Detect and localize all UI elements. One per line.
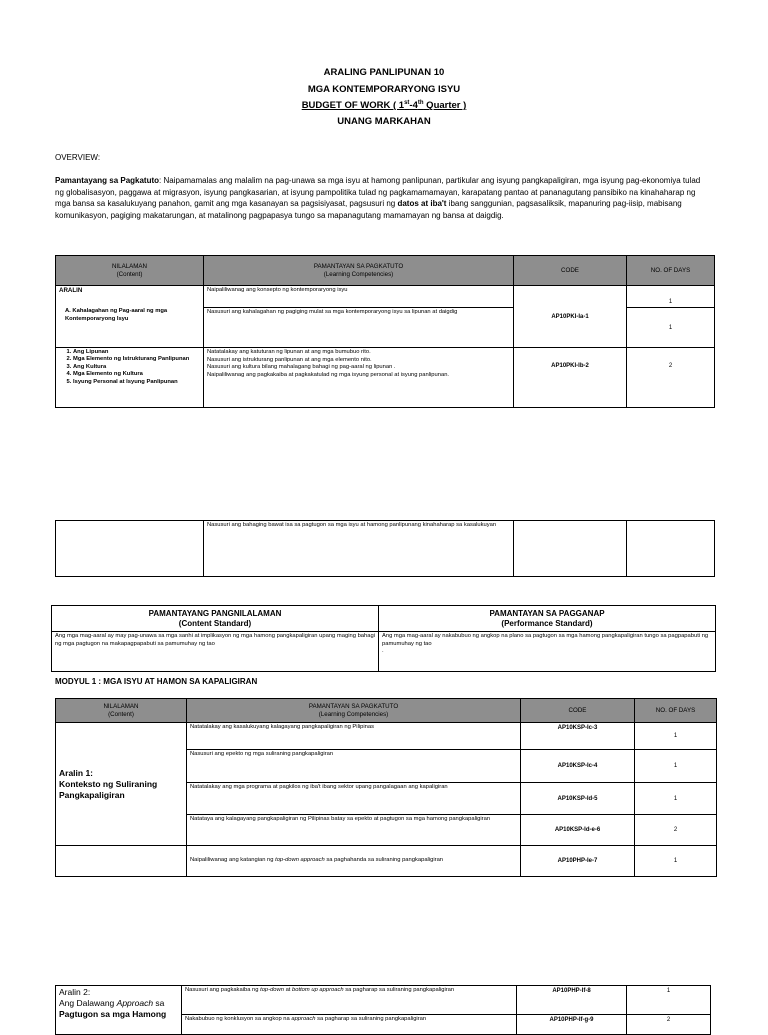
col-header-code: CODE bbox=[521, 699, 635, 723]
days-cell: 1 bbox=[635, 783, 717, 815]
days-cell: 1 bbox=[627, 986, 711, 1015]
competency-cell: Nasusuri ang kahalagahan ng pagiging mulat sa mga kontemporaryong isyu sa lipunan at daigdig bbox=[204, 308, 514, 348]
days-cell: 2 bbox=[635, 815, 717, 846]
days-cell: 1 bbox=[635, 723, 717, 750]
code-cell: AP10PKI-Ia-1 bbox=[514, 286, 627, 348]
col-header-days: NO. OF DAYS bbox=[627, 256, 715, 286]
col-header-content: NILALAMAN (Content) bbox=[56, 256, 204, 286]
content-list-cell bbox=[56, 348, 204, 408]
col-header-competencies: PAMANTAYAN SA PAGKATUTO (Learning Competencies) bbox=[204, 256, 514, 286]
content-standard-header: PAMANTAYANG PANGNILALAMAN (Content Standard) bbox=[52, 606, 379, 632]
performance-standard-text: Ang mga mag-aaral ay nakabubuo ng angkop na plano sa pagtugon sa mga hamong pangkapaligiran tungo sa pagpapabuti ng pamumuhay ng tao . bbox=[379, 632, 716, 672]
competency-cell: Nasusuri ang epekto ng mga suliraning pangkapaligiran bbox=[187, 750, 521, 783]
quarter-title: UNANG MARKAHAN bbox=[337, 116, 431, 127]
module-competencies-table bbox=[55, 698, 717, 877]
days-cell: 1 bbox=[627, 308, 715, 348]
code-cell bbox=[514, 521, 627, 577]
performance-standard-header: PAMANTAYAN SA PAGGANAP (Performance Standard) bbox=[379, 606, 716, 632]
competency-cell: Naipaliliwanag ang katangian ng top-down approach sa paghahanda sa suliraning pangkapaligiran bbox=[187, 846, 521, 877]
doc-title: ARALING PANLIPUNAN 10 bbox=[323, 67, 445, 78]
code-cell: AP10KSP-Ic-4 bbox=[521, 750, 635, 783]
competency-cell: Natataya ang kalagayang pangkapaligiran ng Pilipinas batay sa epekto at pagtugon sa mga hamong pangkapaligiran bbox=[187, 815, 521, 846]
col-header-days: NO. OF DAYS bbox=[635, 699, 717, 723]
code-cell: AP10PHP-Ie-7 bbox=[521, 846, 635, 877]
topic-list bbox=[59, 349, 200, 386]
list-item: 1. Ang Lipunan bbox=[73, 349, 200, 356]
competency-cell: Nasusuri ang bahaging bawat isa sa pagtugon sa mga isyu at hamong panlipunang kinahaharap sa kasalukuyan bbox=[204, 521, 514, 577]
module-title: MODYUL 1 : MGA ISYU AT HAMON SA KAPALIGIRAN bbox=[55, 677, 258, 686]
content-cell bbox=[56, 521, 204, 577]
standards-table bbox=[51, 605, 716, 672]
code-cell: AP10KSP-Ic-3 bbox=[521, 723, 635, 750]
col-header-code: CODE bbox=[514, 256, 627, 286]
competencies-table-continued bbox=[55, 520, 715, 577]
code-cell: AP10PHP-If-8 bbox=[517, 986, 627, 1015]
overview-label: OVERVIEW: bbox=[55, 153, 101, 162]
code-cell: AP10KSP-Id-5 bbox=[521, 783, 635, 815]
content-standard-text: Ang mga mag-aaral ay may pag-unawa sa mga sanhi at implikasyon ng mga hamong pangkapaligiran upang maging bahagi ng mga pagtugon na makapagpapabuti sa pamumuhay ng tao bbox=[52, 632, 379, 672]
list-item: 2. Mga Elemento ng Istrukturang Panlipunan bbox=[73, 356, 200, 363]
days-cell: 1 bbox=[627, 286, 715, 308]
aralin-2-cell: Aralin 2: Ang Dalawang Approach sa Pagtugon sa mga Hamong bbox=[56, 986, 182, 1035]
content-cell bbox=[56, 846, 187, 877]
list-item: 3. Ang Kultura bbox=[73, 364, 200, 371]
aralin-2-table bbox=[55, 985, 711, 1035]
content-cell: ARALIN A. Kahalagahan ng Pag-aaral ng mga Kontemporaryong Isyu bbox=[56, 286, 204, 348]
col-header-competencies: PAMANTAYAN SA PAGKATUTO (Learning Competencies) bbox=[187, 699, 521, 723]
list-item: 4. Mga Elemento ng Kultura bbox=[73, 371, 200, 378]
days-cell: 1 bbox=[635, 750, 717, 783]
doc-subtitle: MGA KONTEMPORARYONG ISYU bbox=[307, 84, 461, 95]
code-cell: AP10KSP-Id-e-6 bbox=[521, 815, 635, 846]
code-cell: AP10PHP-If-g-9 bbox=[517, 1015, 627, 1035]
competency-cell: Nasusuri ang pagkakaiba ng top-down at bottom up approach sa pagharap sa suliraning pangkapaligiran bbox=[182, 986, 517, 1015]
competency-cell: Natatalakay ang mga programa at pagkilos ng iba't ibang sektor upang pangalagaan ang kapaligiran bbox=[187, 783, 521, 815]
competency-cell: Naipaliliwanag ang konsepto ng kontemporaryong isyu bbox=[204, 286, 514, 308]
overview-paragraph: Pamantayang sa Pagkatuto: Naipamamalas ang malalim na pag-unawa sa mga isyu at hamong panlipunan, partikular ang isyung pangkapaligiran, mga isyung pag-ekonomiya tulad ng globalisasyon, paggawa at migrasyon, isyung pangkasarian, at isyung pampolitika tulad ng pagkamamamayan, karapatang pantao at pananagutang pansibiko na kinahaharap ng mga bansa sa kasalukuyang panahon, gamit ang mga kasanayan sa pagsisiyasat, pagsusuri ng datos at iba't ibang sanggunian, pagsasaliksik, mapanuring pag-iisip, mabisang komunikasyon, pagiging makatarungan, at matalinong pagpapasya tungo sa mapanagutang mamamayan ng bansa at daigdig. bbox=[55, 176, 701, 220]
days-cell bbox=[627, 521, 715, 577]
days-cell: 2 bbox=[627, 348, 715, 408]
code-cell: AP10PKI-Ib-2 bbox=[514, 348, 627, 408]
competency-cell: Nakabubuo ng konklusyon sa angkop na approach sa pagharap sa suliraning pangkapaligiran bbox=[182, 1015, 517, 1035]
competencies-table-intro bbox=[55, 255, 715, 408]
days-cell: 2 bbox=[627, 1015, 711, 1035]
budget-of-work-title: BUDGET OF WORK ( 1st-4th Quarter ) bbox=[301, 100, 467, 112]
aralin-1-cell: Aralin 1: Konteksto ng Suliraning Pangkapaligiran bbox=[56, 723, 187, 846]
days-cell: 1 bbox=[635, 846, 717, 877]
competency-cell: Natatalakay ang kasalukuyang kalagayang pangkapaligiran ng Pilipinas bbox=[187, 723, 521, 750]
col-header-content: NILALAMAN (Content) bbox=[56, 699, 187, 723]
list-item: 5. Isyung Personal at Isyung Panlipunan bbox=[73, 379, 200, 386]
competency-cell: Natatalakay ang katuturan ng lipunan at ang mga bumubuo rito. Nasusuri ang istrukturang panlipunan at ang mga elemento nito. Nasusuri ang kultura bilang mahalagang bahagi ng pag-aaral ng lipunan . Naipaliliwanag ang pagkakaiba at pagkakatulad ng mga isyung personal at isyung panlipunan. bbox=[204, 348, 514, 408]
